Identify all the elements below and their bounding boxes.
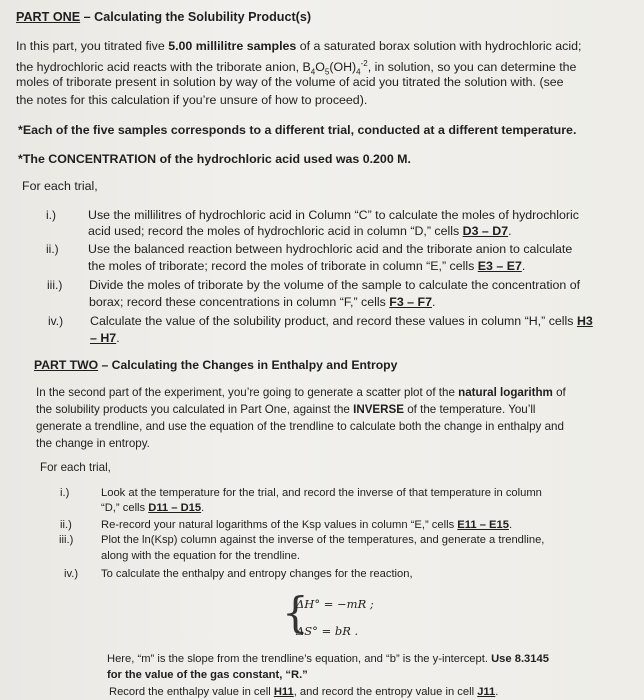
p1-item-1-line-2: acid used; record the moles of hydrochloric acid in column “D,” cells D3 – D7. xyxy=(88,224,512,238)
equation-brace: { xyxy=(282,588,309,637)
here-line-2: for the value of the gas constant, “R.” xyxy=(107,669,308,681)
p1-item-1-number: i.) xyxy=(46,208,56,222)
p2-item-3-line-2: along with the equation for the trendline. xyxy=(101,550,301,562)
p1-item-4-line-1: Calculate the value of the solubility product, and record these values in column “H,” cells H3 xyxy=(90,314,593,328)
p1-item-2-line-1: Use the balanced reaction between hydrochloric acid and the triborate anion to calculate xyxy=(88,242,573,256)
record-line: Record the enthalpy value in cell H11, and record the entropy value in cell J11. xyxy=(109,686,499,698)
p2-item-1-line-1: Look at the temperature for the trial, and record the inverse of that temperature in column xyxy=(101,487,542,499)
p2-item-3-line-1: Plot the ln(Ksp) column against the inverse of the temperatures, and generate a trendline, xyxy=(101,534,545,546)
p1-item-3-line-1: Divide the moles of triborate by the volume of the sample to calculate the concentration of xyxy=(89,278,581,292)
equation-entropy: ΔS° = bR . xyxy=(296,624,359,638)
p1-item-3-number: iii.) xyxy=(47,278,63,292)
part-one-intro-line-1: In this part, you titrated five 5.00 millilitre samples of a saturated borax solution with hydrochloric acid; xyxy=(16,39,582,53)
p1-item-3-line-2: borax; record these concentrations in column “F,” cells F3 – F7. xyxy=(89,295,436,309)
part-two-for-each: For each trial, xyxy=(40,461,111,474)
p2-item-2-line-1: Re-record your natural logarithms of the Ksp values in column “E,” cells E11 – E15. xyxy=(101,519,513,531)
p1-item-2-line-2: the moles of triborate; record the moles of triborate in column “E,” cells E3 – E7. xyxy=(88,259,526,273)
part-two-intro-line-2: the solubility products you calculated in Part One, against the INVERSE of the temperature. You’ll xyxy=(36,403,536,416)
p2-item-1-line-2: “D,” cells D11 – D15. xyxy=(101,502,205,514)
here-line-1: Here, “m” is the slope from the trendline’s equation, and “b” is the y-intercept. Use 8.3145 xyxy=(107,653,549,665)
part-one-for-each: For each trial, xyxy=(22,179,98,193)
equation-enthalpy: ΔH° = −mR ; xyxy=(296,597,374,611)
part-two-intro-line-4: the change in entropy. xyxy=(36,437,150,450)
part-one-note-2: *The CONCENTRATION of the hydrochloric acid used was 0.200 M. xyxy=(18,152,411,166)
part-one-intro-line-3: moles of triborate present in solution by way of the volume of acid you titrated the solution with. (see xyxy=(16,75,564,89)
p1-item-2-number: ii.) xyxy=(46,242,59,256)
p1-item-1-line-1: Use the millilitres of hydrochloric acid in Column “C” to calculate the moles of hydrochloric xyxy=(88,208,579,222)
p2-item-4-line-1: To calculate the enthalpy and entropy changes for the reaction, xyxy=(101,568,413,580)
p2-item-1-number: i.) xyxy=(60,487,70,499)
part-two-intro-line-1: In the second part of the experiment, you’re going to generate a scatter plot of the natural logarithm of xyxy=(36,386,566,399)
p2-item-2-number: ii.) xyxy=(60,519,72,531)
part-one-intro-line-4: the notes for this calculation if you’re unsure of how to proceed). xyxy=(16,93,368,107)
part-one-note-1: *Each of the five samples corresponds to a different trial, conducted at a different temperature. xyxy=(18,123,577,137)
p2-item-4-number: iv.) xyxy=(64,568,79,580)
part-two-intro-line-3: generate a trendline, and use the equation of the trendline to calculate both the change in enthalpy and xyxy=(36,420,564,433)
p2-item-3-number: iii.) xyxy=(59,534,74,546)
part-one-heading: PART ONE – Calculating the Solubility Product(s) xyxy=(16,10,312,24)
part-two-heading: PART TWO – Calculating the Changes in Enthalpy and Entropy xyxy=(34,358,398,372)
p1-item-4-line-2: – H7. xyxy=(90,331,120,345)
part-one-intro-line-2: the hydrochloric acid reacts with the triborate anion, $B_4O_5(OH)_4^{-2}$, in solution, so you can determine the xyxy=(16,59,577,77)
p1-item-4-number: iv.) xyxy=(48,314,64,328)
